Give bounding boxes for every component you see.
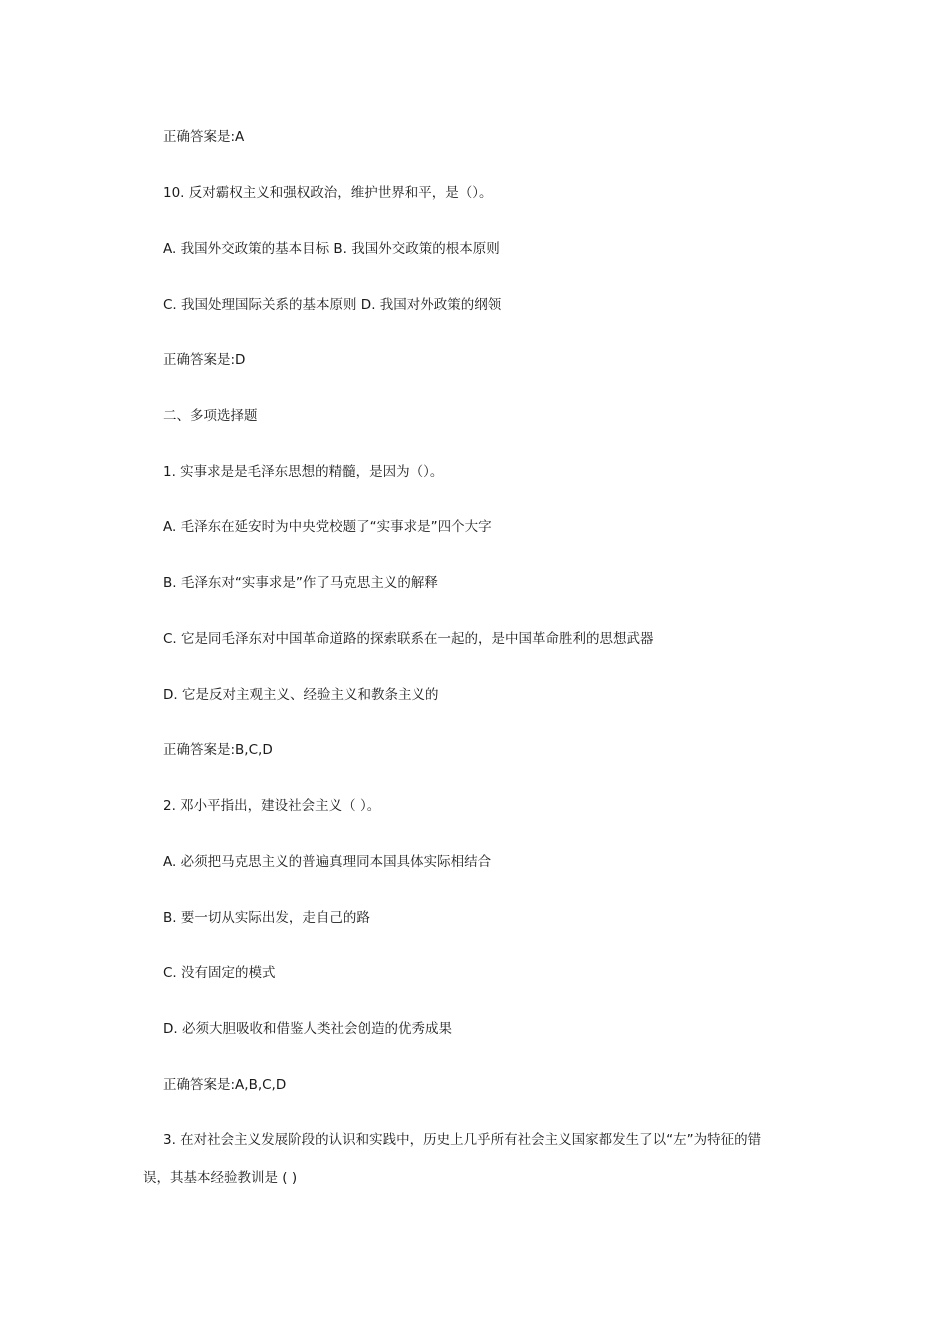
answer-line: 正确答案是:B,C,D xyxy=(163,742,273,758)
question-3: 3. 在对社会主义发展阶段的认识和实践中，历史上几乎所有社会主义国家都发生了以“左”为特征的错 xyxy=(163,1132,762,1148)
question-10: 10. 反对霸权主义和强权政治，维护世界和平，是（）。 xyxy=(163,185,493,201)
option-line: C. 我国处理国际关系的基本原则 D. 我国对外政策的纲领 xyxy=(163,297,502,313)
option-line: D. 必须大胆吸收和借鉴人类社会创造的优秀成果 xyxy=(163,1021,452,1037)
option-line: B. 要一切从实际出发，走自己的路 xyxy=(163,910,370,926)
option-line: A. 我国外交政策的基本目标 B. 我国外交政策的根本原则 xyxy=(163,241,500,257)
question-1: 1. 实事求是是毛泽东思想的精髓，是因为（）。 xyxy=(163,464,444,480)
answer-line: 正确答案是:A,B,C,D xyxy=(163,1077,287,1093)
question-3-continued: 误，其基本经验教训是 ( ) xyxy=(143,1170,298,1186)
question-2: 2. 邓小平指出，建设社会主义（ ）。 xyxy=(163,798,381,814)
option-line: A. 毛泽东在延安时为中央党校题了“实事求是”四个大字 xyxy=(163,519,492,535)
option-line: C. 没有固定的模式 xyxy=(163,965,276,981)
answer-line: 正确答案是:A xyxy=(163,129,245,145)
option-line: D. 它是反对主观主义、经验主义和教条主义的 xyxy=(163,687,439,703)
option-line: A. 必须把马克思主义的普遍真理同本国具体实际相结合 xyxy=(163,854,492,870)
section-heading: 二、多项选择题 xyxy=(163,408,258,424)
answer-line: 正确答案是:D xyxy=(163,352,246,368)
option-line: B. 毛泽东对“实事求是”作了马克思主义的解释 xyxy=(163,575,438,591)
option-line: C. 它是同毛泽东对中国革命道路的探索联系在一起的，是中国革命胜利的思想武器 xyxy=(163,631,654,647)
